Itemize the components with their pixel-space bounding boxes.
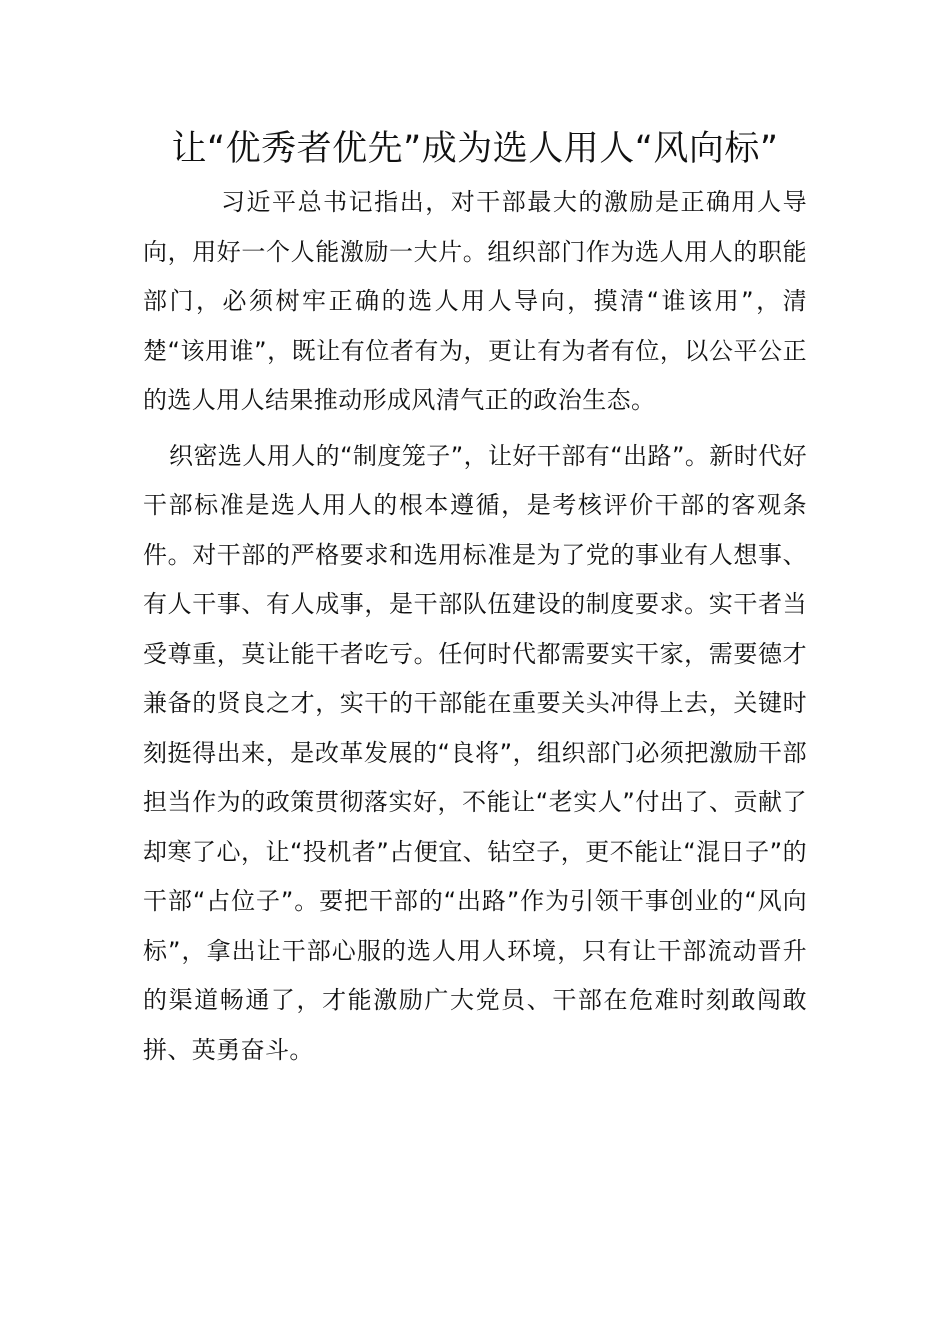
paragraph-institution-cage: 织密选人用人的“制度笼子”，让好干部有“出路”。新时代好干部标准是选人用人的根本遵循，是考核评价干部的客观条件。对干部的严格要求和选用标准是为了党的事业有人想事、有人干事、有人成事，是干部队伍建设的制度要求。实干者当受尊重，莫让能干者吃亏。任何时代都需要实干家，需要德才兼备的贤良之才，实干的干部能在重要关头冲得上去，关键时刻挺得出来，是改革发展的“良将”，组织部门必须把激励干部担当作为的政策贯彻落实好，不能让“老实人”付出了、贡献了却寒了心，让“投机者”占便宜、钻空子，更不能让“混日子”的干部“占位子”。要把干部的“出路”作为引领干事创业的“风向标”，拿出让干部心服的选人用人环境，只有让干部流动晋升的渠道畅通了，才能激励广大党员、干部在危难时刻敢闯敢拼、英勇奋斗。	[143, 441, 807, 1064]
document-title: 让“优秀者优先”成为选人用人“风向标”	[171, 129, 779, 169]
paragraph-intro: 习近平总书记指出，对干部最大的激励是正确用人导向，用好一个人能激励一大片。组织部门作为选人用人的职能部门，必须树牢正确的选人用人导向，摸清“谁该用”，清楚“该用谁”，既让有位者有为，更让有为者有位，以公平公正的选人用人结果推动形成风清气正的政治生态。	[143, 188, 807, 414]
document-body	[143, 124, 807, 1075]
